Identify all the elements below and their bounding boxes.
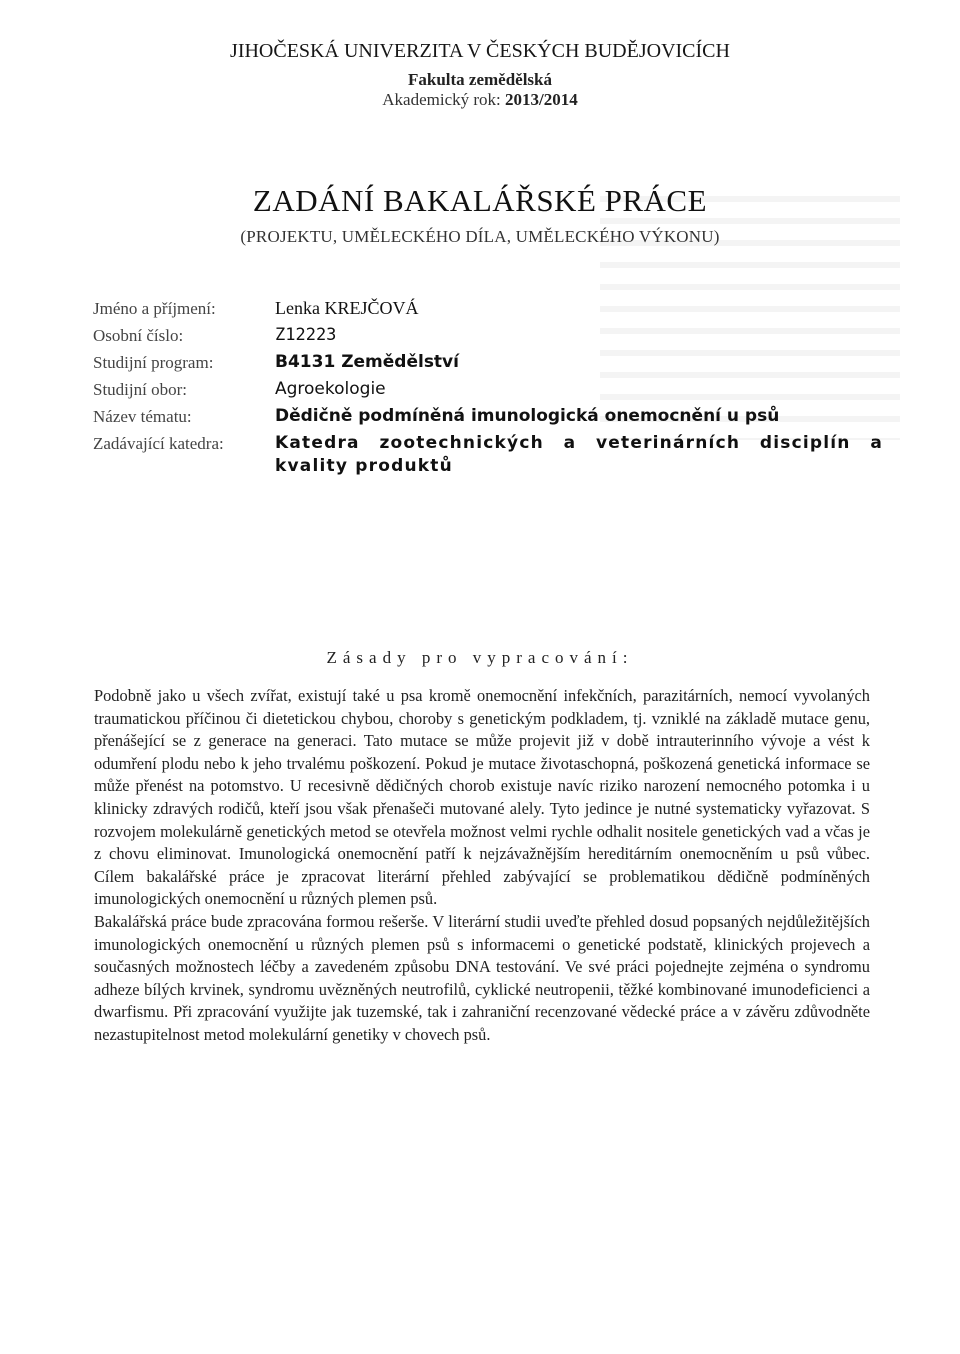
info-row-program [93, 351, 883, 374]
info-value: Katedra zootechnických a veterinárních disciplín a kvality produktů [275, 433, 883, 476]
info-value: Dědičně podmíněná imunologická onemocnění u psů [275, 406, 780, 426]
section-heading: Zásady pro vypracování: [326, 648, 634, 667]
info-label: Studijní program: [93, 353, 214, 372]
info-row-name [93, 297, 883, 320]
info-value: Lenka KREJČOVÁ [275, 298, 419, 318]
guidelines-text [94, 685, 870, 1047]
faculty-name: Fakulta zemědělská [407, 70, 553, 89]
document-subtitle: (PROJEKTU, UMĚLECKÉHO DÍLA, UMĚLECKÉHO VÝKONU) [240, 227, 720, 246]
info-row-field [93, 378, 883, 401]
info-value: Agroekologie [275, 379, 386, 399]
info-label: Osobní číslo: [93, 326, 184, 345]
info-label: Studijní obor: [93, 380, 187, 399]
info-row-department [93, 432, 883, 478]
university-name: JIHOČESKÁ UNIVERZITA V ČESKÝCH BUDĚJOVICÍCH [230, 40, 730, 62]
info-label: Zadávající katedra: [93, 434, 224, 453]
info-row-id [93, 324, 883, 347]
info-value: Z12223 [275, 325, 337, 345]
academic-year [0, 90, 960, 110]
academic-year-label: Akademický rok: [382, 90, 501, 109]
academic-year-value: 2013/2014 [505, 90, 578, 109]
info-row-topic [93, 405, 883, 428]
info-value: B4131 Zemědělství [275, 352, 459, 372]
info-label: Jméno a příjmení: [93, 299, 216, 318]
paragraph: Podobně jako u všech zvířat, existují také u psa kromě onemocnění infekčních, parazitárních, nemocí vyvolaných traumatickou příčinou či dietetickou chybou, choroby s genetickým podkladem, tj. vzniklé na základě mutace genu, přenášející se z generace na generaci. Tato mutace se může projevit již v době intrauterinního vývoje a vést k odumření plodu nebo k jeho trvalému poškození. Pokud je mutace životaschopná, poškozená genetická informace se může přenést na potomstvo. U recesivně dědičných chorob existuje navíc riziko narození nemocného potomka i u klinicky zdravých rodičů, kteří jsou však přenašeči mutované alely. Tyto jedince je nutné systematicky vyřazovat. S rozvojem molekulárně genetických metod se otevřela možnost velmi rychle odhalit nositele genetických vad a včas je z chovu eliminovat. Imunologická onemocnění patří k nejzávažnějším hereditárním onemocněním u psů vůbec. Cílem bakalářské práce je zpracovat literární přehled zabývající se problematikou dědičně podmíněných imunologických onemocnění u různých plemen psů. [94, 686, 870, 909]
info-label: Název tématu: [93, 407, 192, 426]
paragraph: Bakalářská práce bude zpracována formou rešerše. V literární studii uveďte přehled dosud popsaných nejdůležitějších imunologických onemocnění u různých plemen psů s informacemi o genetické podstatě, klinických projevech a současných možnostech léčby a zavedeném způsobu DNA testování. Ve své práci pojednejte zejména o syndromu adheze bílých krvinek, syndromu uvězněných neutrofilů, cyklické neutropenii, těžké kombinované imunodeficienci a dwarfismu. Při zpracování využijte jak tuzemské, tak i zahraniční recenzované vědecké práce a v závěru zdůvodněte nezastupitelnost metod molekulární genetiky v chovech psů. [94, 911, 870, 1044]
student-info [93, 297, 883, 482]
document-title: ZADÁNÍ BAKALÁŘSKÉ PRÁCE [252, 183, 708, 218]
